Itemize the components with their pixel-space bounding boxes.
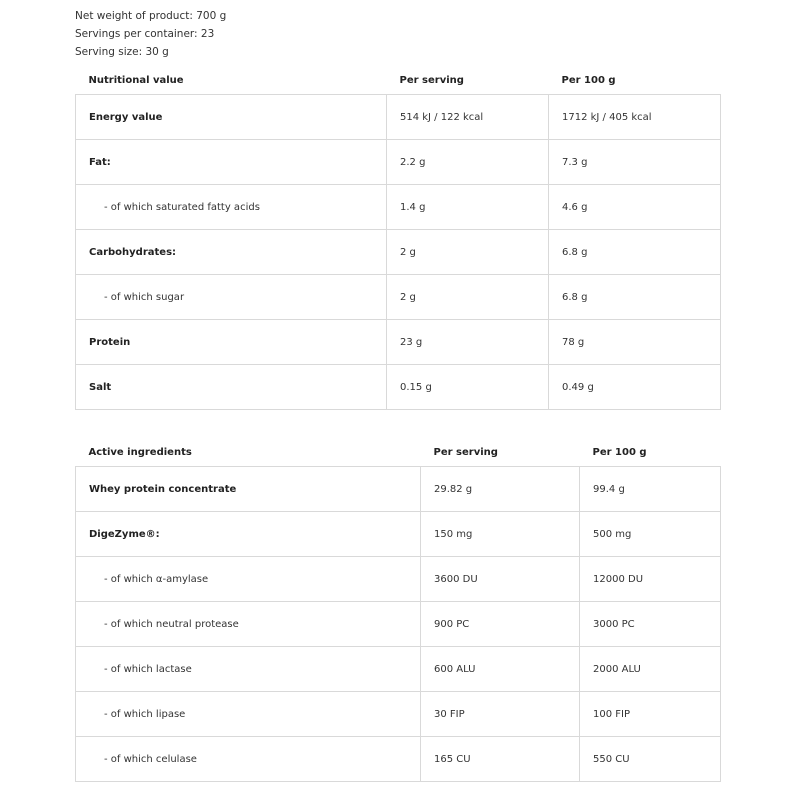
table-row: [76, 602, 721, 647]
table-row: [76, 692, 721, 737]
per-serving-cell: 2.2 g: [387, 140, 549, 185]
table-header-row: [76, 66, 721, 95]
per-100g-cell: 6.8 g: [549, 230, 721, 275]
row-label: - of which lactase: [76, 647, 421, 692]
per-serving-cell: 30 FIP: [421, 692, 580, 737]
column-header-active-ingredients: Active ingredients: [76, 438, 421, 467]
table-row: [76, 365, 721, 410]
active-ingredients-table: [75, 438, 721, 782]
row-label: Salt: [76, 365, 387, 410]
per-serving-cell: 514 kJ / 122 kcal: [387, 95, 549, 140]
per-serving-cell: 23 g: [387, 320, 549, 365]
table-row: [76, 467, 721, 512]
serving-size-text: Serving size: 30 g: [75, 46, 169, 58]
per-serving-cell: 1.4 g: [387, 185, 549, 230]
row-label: - of which α-amylase: [76, 557, 421, 602]
per-serving-cell: 2 g: [387, 230, 549, 275]
per-100g-cell: 2000 ALU: [580, 647, 721, 692]
row-label: Carbohydrates:: [76, 230, 387, 275]
per-serving-cell: 29.82 g: [421, 467, 580, 512]
row-label: DigeZyme®:: [76, 512, 421, 557]
column-header-nutritional-value: Nutritional value: [76, 66, 387, 95]
table-row: [76, 557, 721, 602]
per-100g-cell: 7.3 g: [549, 140, 721, 185]
table-row: [76, 737, 721, 782]
row-label: - of which neutral protease: [76, 602, 421, 647]
nutrition-table: [75, 66, 721, 410]
product-info: [75, 7, 226, 61]
per-100g-cell: 6.8 g: [549, 275, 721, 320]
column-header-per-100g: Per 100 g: [549, 66, 721, 95]
row-label: Fat:: [76, 140, 387, 185]
per-serving-cell: 0.15 g: [387, 365, 549, 410]
per-100g-cell: 99.4 g: [580, 467, 721, 512]
per-100g-cell: 78 g: [549, 320, 721, 365]
row-label: Whey protein concentrate: [76, 467, 421, 512]
per-100g-cell: 12000 DU: [580, 557, 721, 602]
per-100g-cell: 1712 kJ / 405 kcal: [549, 95, 721, 140]
per-100g-cell: 0.49 g: [549, 365, 721, 410]
row-label: - of which lipase: [76, 692, 421, 737]
table-row: [76, 275, 721, 320]
row-label: Energy value: [76, 95, 387, 140]
table-row: [76, 185, 721, 230]
net-weight-text: Net weight of product: 700 g: [75, 10, 227, 22]
column-header-per-100g: Per 100 g: [580, 438, 721, 467]
per-100g-cell: 500 mg: [580, 512, 721, 557]
table-row: [76, 140, 721, 185]
column-header-per-serving: Per serving: [387, 66, 549, 95]
table-row: [76, 320, 721, 365]
table-row: [76, 95, 721, 140]
row-label: - of which sugar: [76, 275, 387, 320]
per-serving-cell: 2 g: [387, 275, 549, 320]
per-100g-cell: 4.6 g: [549, 185, 721, 230]
per-serving-cell: 600 ALU: [421, 647, 580, 692]
per-serving-cell: 3600 DU: [421, 557, 580, 602]
row-label: - of which celulase: [76, 737, 421, 782]
per-serving-cell: 900 PC: [421, 602, 580, 647]
table-header-row: [76, 438, 721, 467]
per-100g-cell: 3000 PC: [580, 602, 721, 647]
per-serving-cell: 165 CU: [421, 737, 580, 782]
row-label: Protein: [76, 320, 387, 365]
per-serving-cell: 150 mg: [421, 512, 580, 557]
per-100g-cell: 100 FIP: [580, 692, 721, 737]
servings-per-container-text: Servings per container: 23: [75, 28, 215, 40]
column-header-per-serving: Per serving: [421, 438, 580, 467]
table-row: [76, 512, 721, 557]
table-row: [76, 647, 721, 692]
table-row: [76, 230, 721, 275]
per-100g-cell: 550 CU: [580, 737, 721, 782]
row-label: - of which saturated fatty acids: [76, 185, 387, 230]
